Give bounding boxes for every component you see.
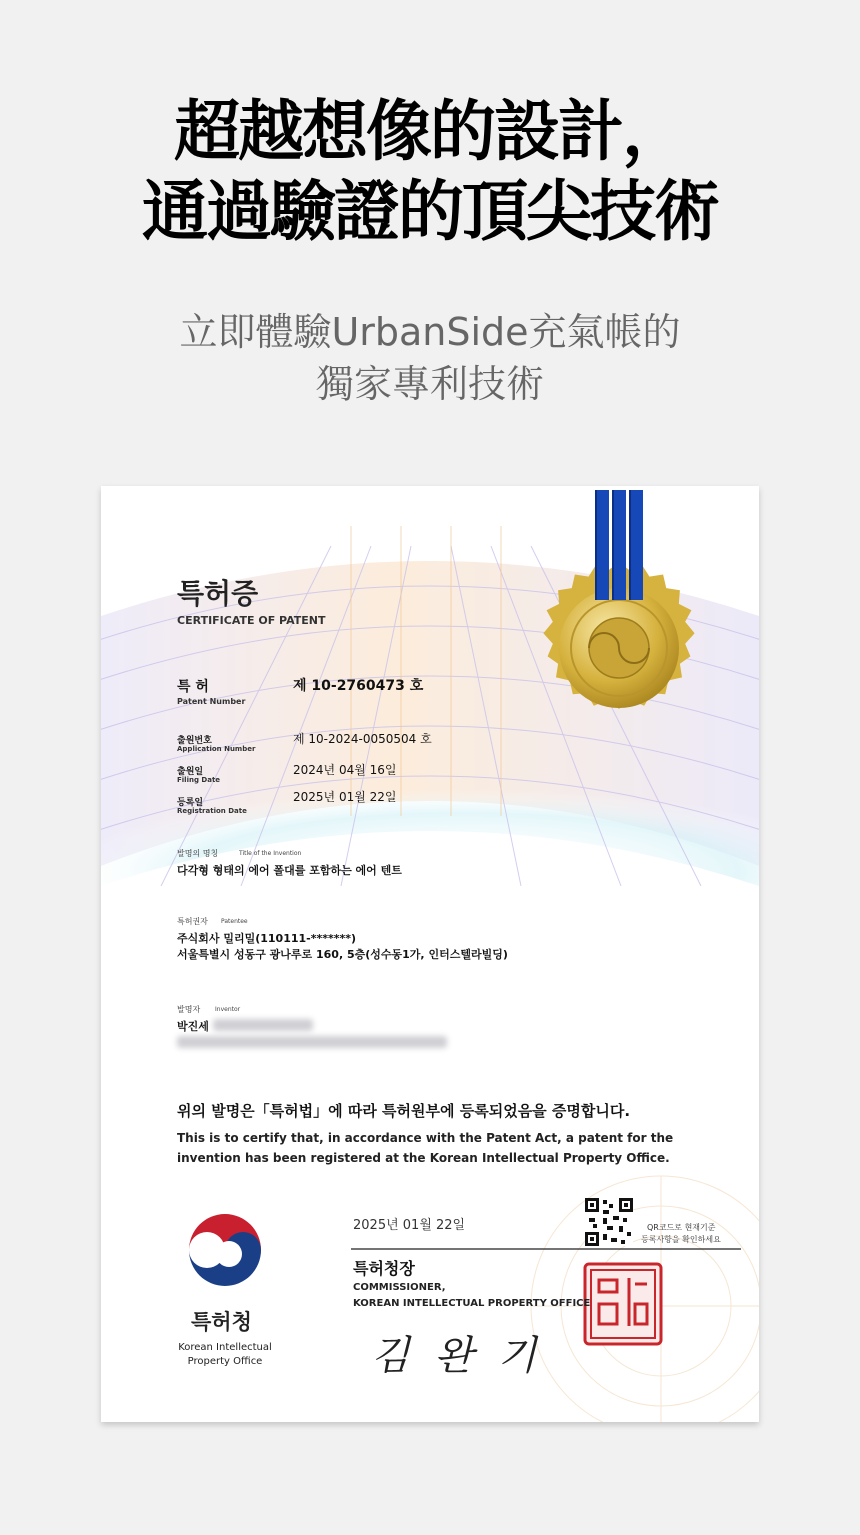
headline-line-2: 通過驗證的頂尖技術 [142, 173, 718, 250]
patentee-name: 주식회사 밀리밀(110111-*******) [177, 932, 357, 945]
certify-statement-en-1: This is to certify that, in accordance with the Patent Act, a patent for the [177, 1131, 674, 1145]
filing-date: 2024년 04월 16일 [293, 763, 397, 777]
patent-number: 제 10-2760473 호 [293, 678, 424, 694]
registration-date: 2025년 01월 22일 [293, 790, 397, 804]
patent-certificate [101, 486, 759, 1422]
certificate-title-kr: 특허증 [177, 577, 259, 610]
ribbon-stripe [595, 490, 609, 600]
office-name-en-2: Property Office [187, 1356, 263, 1367]
headline [0, 92, 860, 252]
commissioner-en-2: KOREAN INTELLECTUAL PROPERTY OFFICE [353, 1298, 591, 1309]
patent-label-en: Patent Number [177, 697, 246, 706]
inventor-name: 박진세 [177, 1020, 209, 1033]
red-seal [585, 1264, 661, 1344]
subtitle-line-1: 立即體驗UrbanSide充氣帳的 [179, 310, 681, 354]
commissioner-kr: 특허청장 [353, 1259, 415, 1278]
subtitle [0, 306, 860, 410]
patentee-address: 서울특별시 성동구 광나루로 160, 5층(성수동1가, 인터스텔라빌딩) [177, 948, 508, 961]
qr-note-2: 등록사항을 확인하세요 [641, 1235, 721, 1244]
filing-label-kr: 출원일 [177, 767, 204, 777]
registration-label-en: Registration Date [177, 807, 247, 815]
issue-date: 2025년 01월 22일 [353, 1218, 466, 1233]
redacted-inventor-id [213, 1019, 313, 1031]
patentee-label-kr: 특허권자 [177, 917, 208, 926]
inventor-label-en: Inventor [215, 1006, 241, 1013]
application-number: 제 10-2024-0050504 호 [293, 732, 432, 746]
kipo-logo [187, 1214, 263, 1294]
invention-label-en: Title of the Invention [239, 850, 302, 857]
patentee-label-en: Patentee [221, 918, 248, 925]
invention-label-kr: 발명의 명칭 [177, 849, 219, 858]
inventor-label-kr: 발명자 [177, 1005, 201, 1014]
headline-line-1: 超越想像的設計， [174, 93, 686, 170]
qr-code [585, 1198, 633, 1246]
application-label-kr: 출원번호 [177, 736, 212, 746]
registration-label-kr: 등록일 [177, 798, 204, 808]
filing-label-en: Filing Date [177, 776, 221, 784]
redacted-inventor-address [177, 1036, 447, 1048]
ribbon-stripe [629, 490, 643, 600]
qr-note-1: QR코드로 현재기준 [647, 1223, 716, 1232]
certify-statement-kr: 위의 발명은「특허법」에 따라 특허원부에 등록되었음을 증명합니다. [177, 1102, 631, 1120]
commissioner-en-1: COMMISSIONER, [353, 1282, 446, 1293]
certify-statement-en-2: invention has been registered at the Korean Intellectual Property Office. [177, 1151, 670, 1165]
certificate-title-en: CERTIFICATE OF PATENT [177, 614, 326, 627]
subtitle-line-2: 獨家專利技術 [315, 362, 544, 406]
application-label-en: Application Number [177, 745, 256, 753]
patent-label-kr: 특 허 [177, 679, 209, 695]
commissioner-signature: 김 완 기 [371, 1333, 543, 1379]
invention-title: 다각형 형태의 에어 폴대를 포함하는 에어 텐트 [177, 864, 402, 877]
office-name-en-1: Korean Intellectual [178, 1342, 272, 1353]
office-name-kr: 특허청 [191, 1310, 252, 1334]
ribbon-stripe [612, 490, 626, 600]
